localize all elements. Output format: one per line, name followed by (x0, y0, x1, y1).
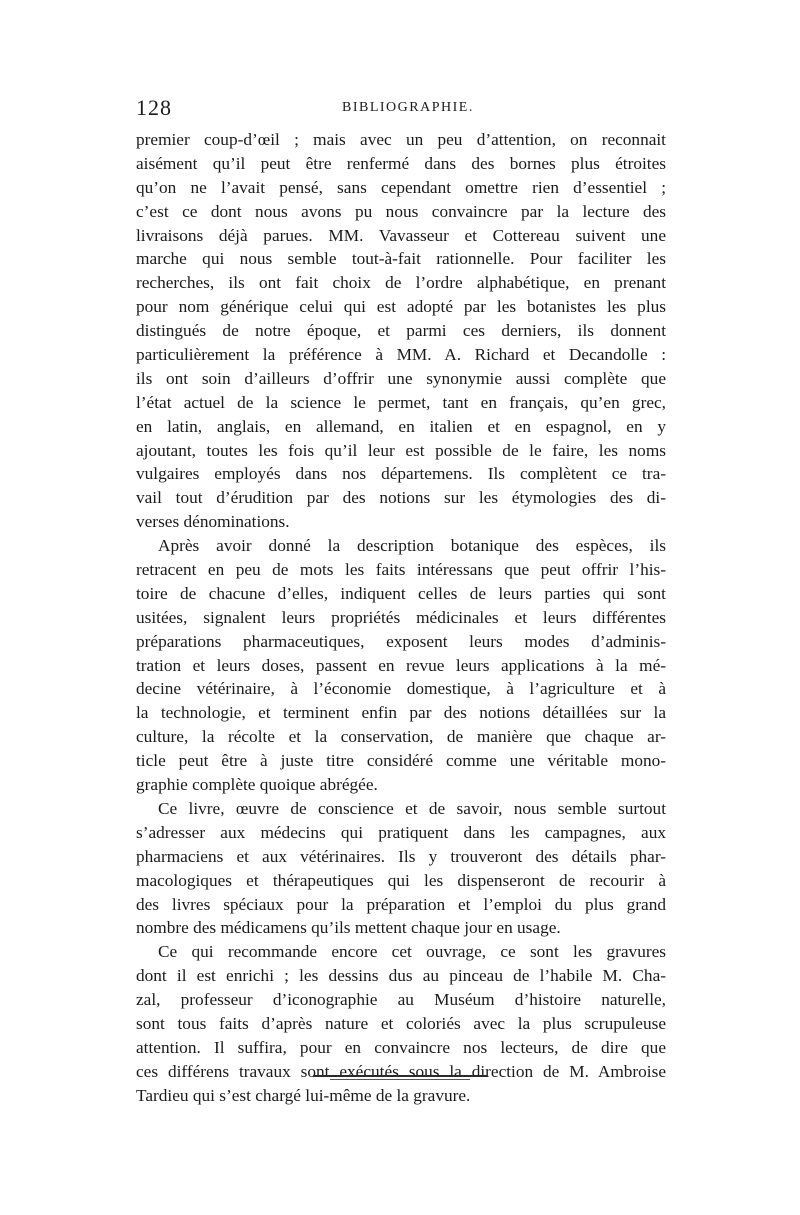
text-line: ils ont soin d’ailleurs d’offrir une synonymie aussi complète que (136, 368, 666, 388)
text-line: toire de chacune d’elles, indiquent celles de leurs parties qui sont (136, 583, 666, 603)
text-line: l’état actuel de la science le permet, tant en français, qu’en grec, (136, 392, 666, 412)
section-end-rule (313, 1075, 487, 1077)
text-line: des livres spéciaux pour la préparation et l’emploi du plus grand (136, 894, 666, 914)
text-line: s’adresser aux médecins qui pratiquent dans les campagnes, aux (136, 822, 666, 842)
body-text (136, 128, 666, 1108)
text-line: livraisons déjà parues. MM. Vavasseur et Cottereau suivent une (136, 225, 666, 245)
text-line: Tardieu qui s’est chargé lui-même de la gravure. (136, 1085, 471, 1105)
text-line: attention. Il suffira, pour en convaincre nos lecteurs, de dire que (136, 1037, 666, 1057)
text-line: ajoutant, toutes les fois qu’il leur est possible de le faire, les noms (136, 440, 666, 460)
text-line: tration et leurs doses, passent en revue leurs applications à la mé- (136, 655, 666, 675)
text-line: sont tous faits d’après nature et coloriés avec la plus scrupuleuse (136, 1013, 666, 1033)
text-line: Ce qui recommande encore cet ouvrage, ce sont les gravures (158, 942, 666, 962)
text-line: retracent en peu de mots les faits intéressans que peut offrir l’his- (136, 560, 666, 580)
text-line: recherches, ils ont fait choix de l’ordre alphabétique, en prenant (136, 273, 666, 293)
text-line: ticle peut être à juste titre considéré comme une véritable mono- (136, 751, 666, 771)
text-line: vail tout d’érudition par des notions sur les étymologies des di- (136, 488, 666, 508)
page-number: 128 (136, 95, 172, 120)
text-line: aisément qu’il peut être renfermé dans des bornes plus étroites (136, 153, 666, 173)
text-line: préparations pharmaceutiques, exposent leurs modes d’adminis- (136, 631, 666, 651)
section-end-rule-thin (330, 1079, 470, 1080)
text-line: Après avoir donné la description botanique des espèces, ils (158, 536, 666, 556)
running-title: BIBLIOGRAPHIE. (342, 100, 474, 115)
text-line: verses dénominations. (136, 512, 290, 532)
text-line: vulgaires employés dans nos départemens. Ils complètent ce tra- (136, 464, 666, 484)
running-head (136, 95, 666, 121)
text-line: marche qui nous semble tout-à-fait rationnelle. Pour faciliter les (136, 249, 666, 269)
text-line: la technologie, et terminent enfin par des notions détaillées sur la (136, 703, 666, 723)
text-line: decine vétérinaire, à l’économie domestique, à l’agriculture et à (136, 679, 666, 699)
text-line: pharmaciens et aux vétérinaires. Ils y trouveront des détails phar- (136, 846, 666, 866)
text-line: pour nom générique celui qui est adopté par les botanistes les plus (136, 297, 666, 317)
text-line: nombre des médicamens qu’ils mettent chaque jour en usage. (136, 918, 561, 938)
text-line: Ce livre, œuvre de conscience et de savoir, nous semble surtout (158, 798, 666, 818)
text-line: premier coup-d’œil ; mais avec un peu d’attention, on reconnait (136, 130, 666, 149)
text-line: c’est ce dont nous avons pu nous convaincre par la lecture des (136, 201, 666, 221)
text-line: graphie complète quoique abrégée. (136, 775, 378, 795)
text-line: distingués de notre époque, et parmi ces derniers, ils donnent (136, 321, 666, 341)
text-line: particulièrement la préférence à MM. A. Richard et Decandolle : (136, 345, 666, 365)
text-line: ces différens travaux sont exécutés sous la direction de M. Ambroise (136, 1061, 666, 1081)
text-line: macologiques et thérapeutiques qui les dispenseront de recourir à (136, 870, 666, 890)
text-line: culture, la récolte et la conservation, de manière que chaque ar- (136, 727, 666, 747)
text-line: qu’on ne l’avait pensé, sans cependant omettre rien d’essentiel ; (136, 177, 666, 197)
text-line: dont il est enrichi ; les dessins dus au pinceau de l’habile M. Cha- (136, 966, 666, 986)
text-line: en latin, anglais, en allemand, en italien et en espagnol, en y (136, 416, 666, 436)
text-line: zal, professeur d’iconographie au Muséum d’histoire naturelle, (136, 990, 666, 1010)
text-line: usitées, signalent leurs propriétés médicinales et leurs différentes (136, 607, 666, 627)
